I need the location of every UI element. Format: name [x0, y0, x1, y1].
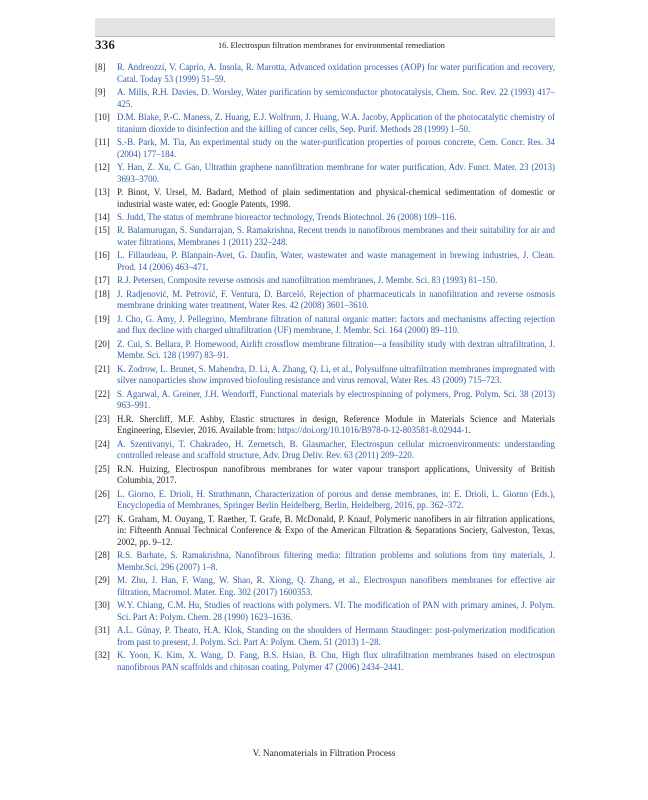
reference-citation: R.J. Petersen, Composite reverse osmosis and nanofiltration membranes, J. Membr. Sci. 83 (1993) 81–150.: [117, 275, 498, 286]
page-number: 336: [95, 37, 116, 52]
reference-citation: A. Szentivanyi, T. Chakradeo, H. Zernetsch, B. Glasmacher, Electrospun cellular microenvironments: understanding controlled release and scaffold structure, Adv. Drug Deliv. Rev. 63 (2011) 209–220.: [117, 438, 555, 461]
reference-text[interactable]: [117, 625, 555, 649]
reference-citation: R. Balamurugan, S. Sundarrajan, S. Ramakrishna, Recent trends in nanofibrous membranes and their suitability for air and water filtrations, Membranes 1 (2011) 232–248.: [117, 225, 555, 247]
reference-number: [21]: [95, 363, 110, 374]
reference-text: [117, 464, 555, 488]
reference-citation: K. Graham, M. Ouyang, T. Raether, T. Grafe, B. McDonald, P. Knauf, Polymeric nanofibers in air filtration applications, in: Fifteenth Annual Technical Conference & Expo of the American Filtration & Separations Society, Galveston, Texas, 2002, pp. 9–12.: [117, 513, 555, 547]
reference-text[interactable]: [117, 275, 555, 287]
reference-citation: Z. Cui, S. Bellara, P. Homewood, Airlift crossflow membrane filtration—a feasibility study with dextran ultrafiltration, J. Membr. Sci. 128 (1997) 83–91.: [117, 338, 555, 361]
reference-number: [31]: [95, 625, 110, 636]
reference-item: [95, 162, 555, 186]
reference-citation: S. Agarwal, A. Greiner, J.H. Wendorff, Functional materials by electrospinning of polymers, Prog. Polym. Sci. 38 (2013) 963–991.: [117, 388, 555, 411]
reference-citation: S. Judd, The status of membrane bioreactor technology, Trends Biotechnol. 26 (2008) 109–116.: [117, 212, 457, 222]
reference-number: [13]: [95, 187, 110, 197]
reference-text[interactable]: [117, 225, 555, 249]
reference-number: [30]: [95, 600, 110, 611]
reference-number: [12]: [95, 162, 110, 172]
reference-citation: A.L. Günay, P. Theato, H.A. Klok, Standing on the shoulders of Hermann Staudinger: post-polymerization modification from past to present, J. Polym. Sci. Part A: Polym. Chem. 51 (2013) 1–28.: [117, 625, 555, 647]
running-title: 16. Electrospun filtration membranes for environmental remediation: [218, 41, 445, 50]
reference-number: [27]: [95, 513, 110, 524]
reference-number: [25]: [95, 463, 110, 474]
reference-item: [95, 550, 555, 574]
reference-number: [29]: [95, 575, 110, 586]
reference-item: [95, 625, 555, 649]
reference-number: [20]: [95, 338, 110, 349]
reference-citation: R.S. Barhate, S. Ramakrishna, Nanofibrous filtering media: filtration problems and solutions from tiny materials, J. Membr.Sci. 296 (2007) 1–8.: [117, 550, 555, 572]
reference-text[interactable]: [117, 289, 555, 313]
reference-number: [17]: [95, 275, 110, 286]
reference-text: [117, 514, 555, 549]
reference-number: [24]: [95, 438, 110, 449]
reference-text[interactable]: [117, 250, 555, 274]
reference-citation: K. Zodrow, L. Brunet, S. Mahendra, D. Li, A. Zhang, Q. Li, et al., Polysulfone ultrafiltration membranes impregnated with silver nanoparticles show improved biofouling resistance and virus removal, Water Res. 43 (2009) 715–723.: [117, 363, 555, 386]
reference-text[interactable]: [117, 212, 555, 224]
header-rule: [95, 36, 555, 37]
reference-text[interactable]: [117, 62, 555, 86]
reference-text[interactable]: [117, 339, 555, 363]
reference-number: [22]: [95, 388, 110, 399]
header-bar: [95, 18, 555, 36]
reference-number: [19]: [95, 313, 110, 324]
reference-item: [95, 389, 555, 413]
reference-item: [95, 414, 555, 438]
reference-text[interactable]: [117, 137, 555, 161]
reference-list: [95, 62, 555, 675]
reference-text[interactable]: [117, 389, 555, 413]
reference-item: [95, 364, 555, 388]
reference-citation: L. Fillaudeau, P. Blanpain-Avet, G. Daufin, Water, wastewater and waste management in brewing industries, J. Clean. Prod. 14 (2006) 463–471.: [117, 250, 555, 272]
reference-text[interactable]: [117, 575, 555, 599]
reference-citation: H.R. Shercliff, M.F. Ashby, Elastic structures in design, Reference Module in Materials Science and Materials Engineering, Elsevier, 2016. Available from:: [117, 413, 555, 436]
page-footer: V. Nanomaterials in Filtration Process: [252, 749, 396, 759]
reference-text[interactable]: [117, 162, 555, 186]
reference-item: [95, 339, 555, 363]
reference-item: [95, 489, 555, 513]
reference-citation: L. Giorno, E. Drioli, H. Strathmann, Characterization of porous and dense membranes, in: E. Drioli, L. Giorno (Eds.), Encyclopedia of Membranes, Springer Berlin Heidelberg, Berlin, Heidelberg, 2016, pp. 362–372.: [117, 488, 555, 511]
reference-citation: D.M. Blake, P.-C. Maness, Z. Huang, E.J. Wolfrum, J. Huang, W.A. Jacoby, Application of the photocatalytic chemistry of titanium dioxide to disinfection and the killing of cancer cells, Sep. Purif. Methods 28 (1999) 1–50.: [117, 112, 555, 134]
reference-text[interactable]: [117, 550, 555, 574]
reference-citation: R. Andreozzi, V. Caprio, A. Insola, R. Marotta, Advanced oxidation processes (AOP) for water purification and recovery, Catal. Today 53 (1999) 51–59.: [117, 62, 555, 84]
reference-citation: S.-B. Park, M. Tia, An experimental study on the water-purification properties of porous concrete, Cem. Concr. Res. 34 (2004) 177–184.: [117, 137, 555, 159]
reference-citation: K. Yoon, K. Kim, X. Wang, D. Fang, B.S. Hsiao, B. Chu, High flux ultrafiltration membranes based on electrospun nanofibrous PAN scaffolds and chitosan coating, Polymer 47 (2006) 2434–2441.: [117, 650, 555, 672]
reference-item: [95, 87, 555, 111]
reference-text[interactable]: [117, 87, 555, 111]
reference-item: [95, 600, 555, 624]
reference-item: [95, 289, 555, 313]
reference-number: [26]: [95, 488, 110, 499]
reference-number: [16]: [95, 250, 110, 261]
reference-number: [18]: [95, 288, 110, 299]
reference-number: [32]: [95, 650, 110, 661]
reference-item: [95, 439, 555, 463]
reference-citation: Y. Han, Z. Xu, C. Gao, Ultrathin graphene nanofiltration membrane for water purification, Adv. Funct. Mater. 23 (2013) 3693–3700.: [117, 162, 555, 184]
reference-number: [8]: [95, 62, 106, 72]
reference-number: [10]: [95, 112, 110, 122]
reference-citation: J. Cho, G. Amy, J. Pellegrino, Membrane filtration of natural organic matter: factors and mechanisms affecting rejection and flux decline with charged ultrafiltration (UF) membrane, J. Membr. Sci. 164 (2000) 89–110.: [117, 313, 555, 336]
reference-item: [95, 514, 555, 549]
reference-item: [95, 137, 555, 161]
reference-text[interactable]: [117, 600, 555, 624]
reference-number: [15]: [95, 225, 110, 236]
reference-number: [28]: [95, 550, 110, 561]
reference-item: [95, 275, 555, 287]
reference-number: [23]: [95, 413, 110, 424]
reference-citation: A. Mills, R.H. Davies, D. Worsley, Water purification by semiconductor photocatalysis, Chem. Soc. Rev. 22 (1993) 417–425.: [117, 87, 555, 109]
reference-text[interactable]: [117, 364, 555, 388]
reference-item: [95, 112, 555, 136]
reference-item: [95, 225, 555, 249]
reference-citation: R.N. Huizing, Electrospun nanofibrous membranes for water vapour transport applications, University of British Columbia, 2017.: [117, 463, 555, 486]
reference-number: [14]: [95, 212, 110, 222]
reference-citation: P. Binot, V. Ursel, M. Badard, Method of plain sedimentation and physical-chemical sedimentation of domestic or industrial waste water, ed: Google Patents, 1998.: [117, 187, 555, 209]
reference-text: [117, 414, 555, 438]
reference-citation: W.Y. Chiang, C.M. Hu, Studies of reactions with polymers. VI. The modification of PAN with primary amines, J. Polym. Sci. Part A: Polym. Chem. 28 (1990) 1623–1636.: [117, 600, 555, 622]
reference-item: [95, 62, 555, 86]
reference-item: [95, 187, 555, 211]
reference-text: [117, 187, 555, 211]
reference-item: [95, 650, 555, 674]
reference-item: [95, 575, 555, 599]
reference-item: [95, 314, 555, 338]
reference-number: [9]: [95, 87, 106, 97]
reference-text[interactable]: [117, 112, 555, 136]
reference-item: [95, 212, 555, 224]
reference-item: [95, 464, 555, 488]
reference-citation: M. Zhu, J. Han, F. Wang, W. Shao, R. Xiong, Q. Zhang, et al., Electrospun nanofibers membranes for effective air filtration, Macromol. Mater. Eng. 302 (2017) 1600353.: [117, 575, 555, 597]
reference-text[interactable]: [117, 439, 555, 463]
reference-item: [95, 250, 555, 274]
reference-text[interactable]: [117, 650, 555, 674]
reference-tail: .: [468, 425, 471, 436]
reference-text[interactable]: [117, 489, 555, 513]
reference-citation: J. Radjenović, M. Petrović, F. Ventura, D. Barceló, Rejection of pharmaceuticals in nanofiltration and reverse osmosis membrane drinking water treatment, Water Res. 42 (2008) 3601–3610.: [117, 288, 555, 311]
reference-text[interactable]: [117, 314, 555, 338]
reference-number: [11]: [95, 137, 110, 147]
doi-link[interactable]: https://doi.org/10.1016/B978-0-12-803581-8.02944-1: [277, 425, 469, 436]
